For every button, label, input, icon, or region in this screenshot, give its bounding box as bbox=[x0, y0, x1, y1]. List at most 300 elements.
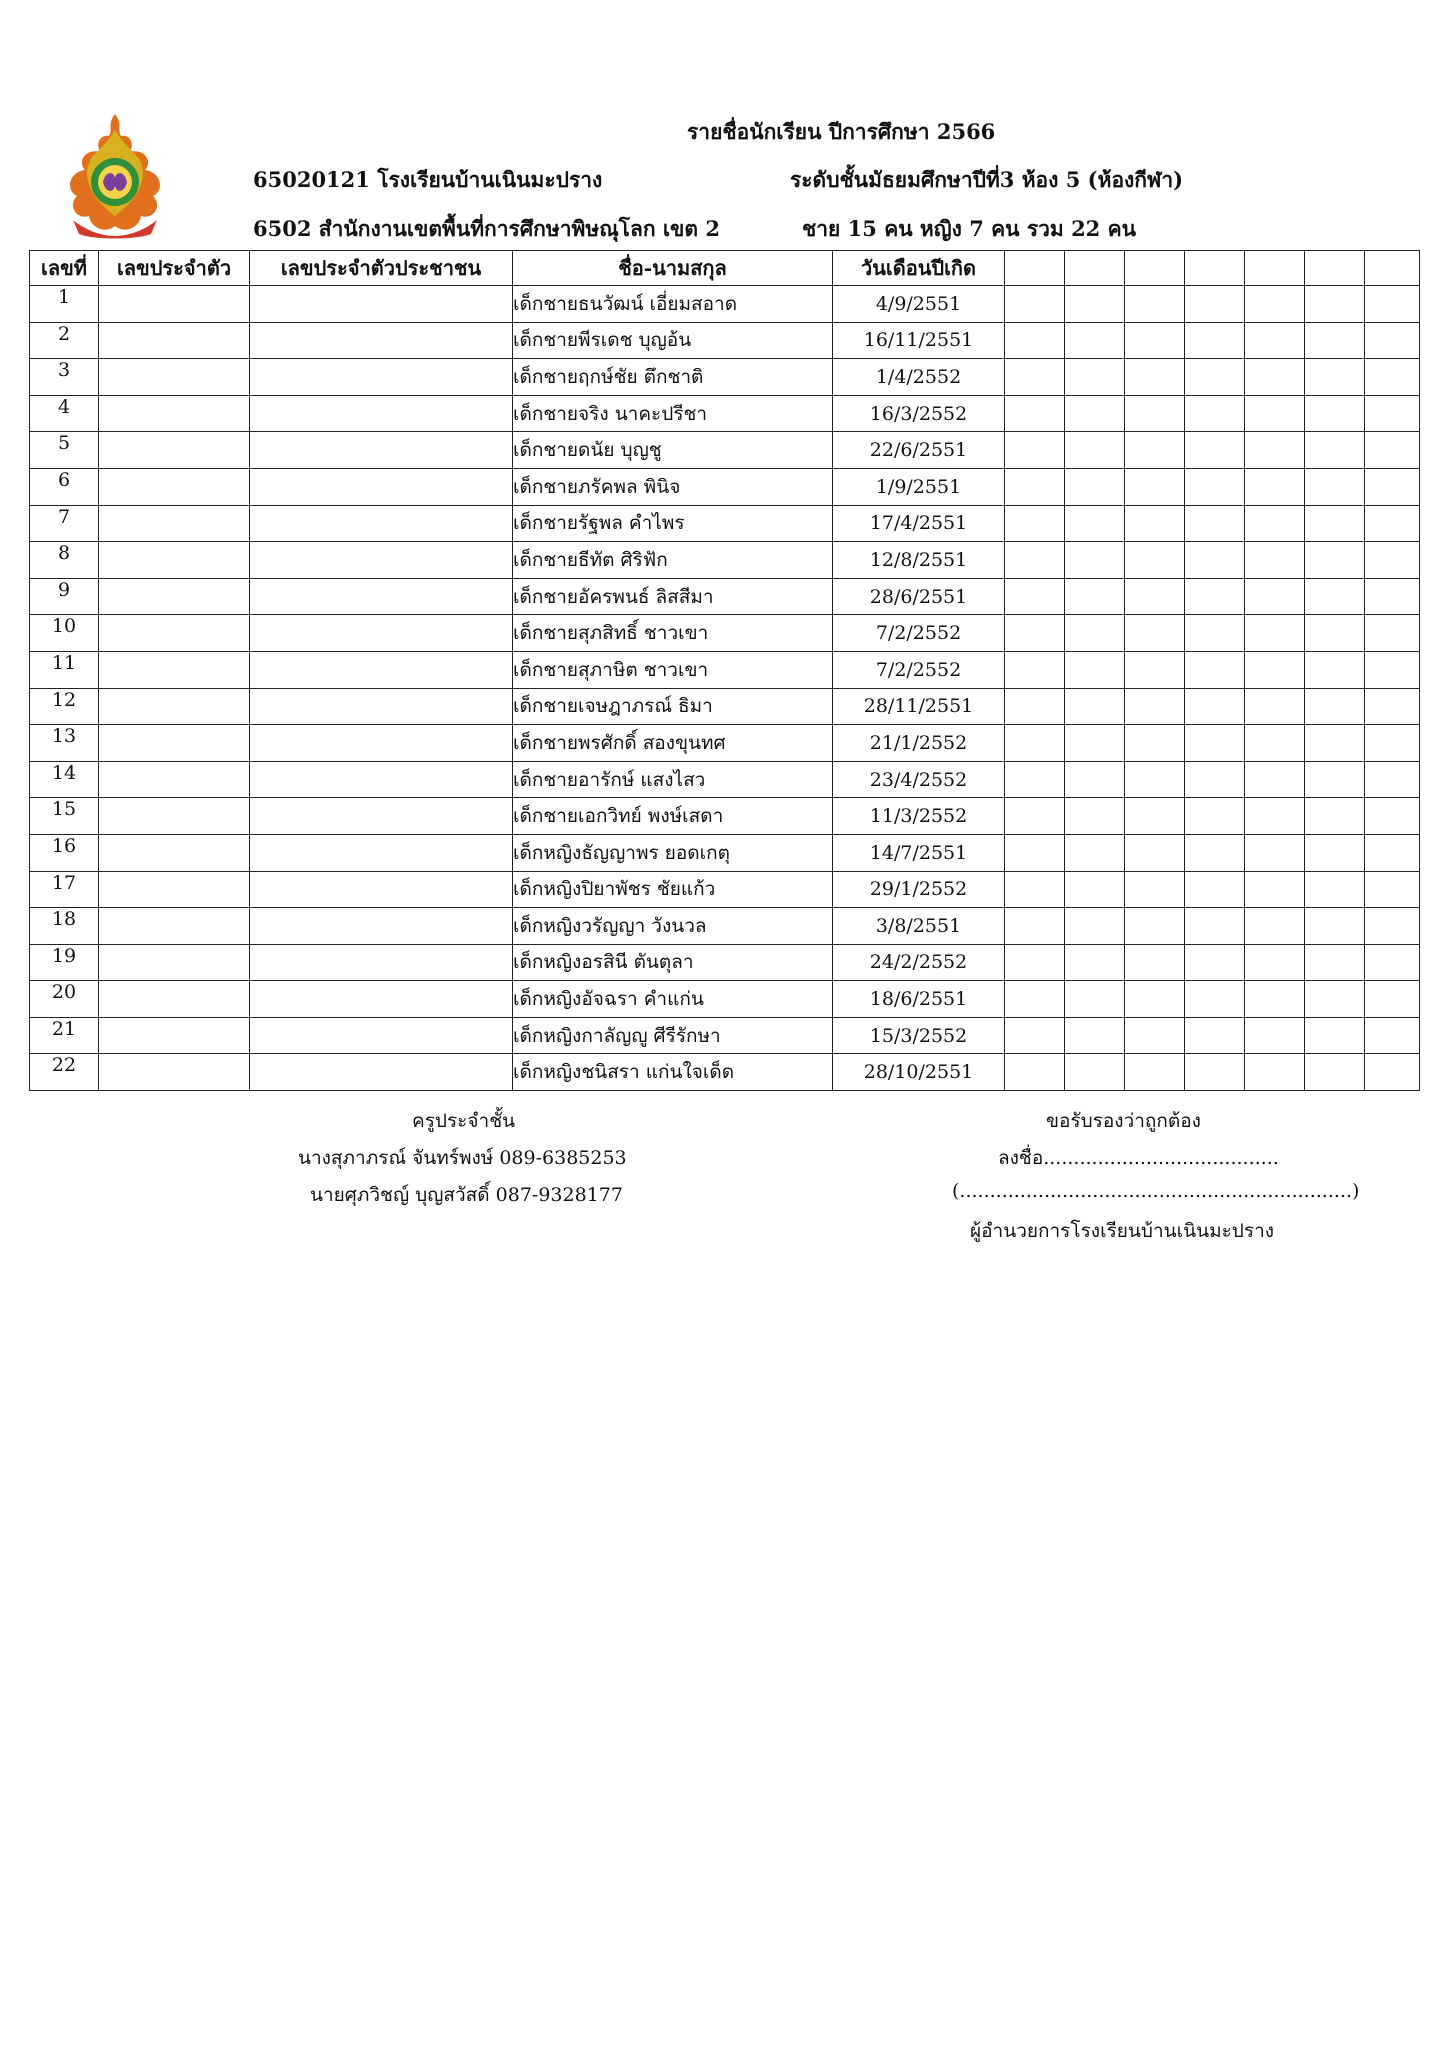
blank-cell bbox=[1065, 359, 1125, 396]
citizen-id-cell bbox=[250, 651, 513, 688]
blank-cell bbox=[1185, 1054, 1245, 1091]
blank-cell bbox=[1005, 395, 1065, 432]
blank-cell bbox=[1185, 542, 1245, 579]
blank-cell bbox=[1065, 1054, 1125, 1091]
birth-date: 12/8/2551 bbox=[833, 542, 1005, 579]
header-birth-date: วันเดือนปีเกิด bbox=[833, 251, 1005, 286]
row-number: 3 bbox=[30, 359, 99, 396]
blank-cell bbox=[1365, 651, 1420, 688]
row-number: 8 bbox=[30, 542, 99, 579]
blank-cell bbox=[1365, 908, 1420, 945]
student-name: เด็กชายภรัคพล พินิจ bbox=[513, 468, 833, 505]
blank-cell bbox=[1005, 834, 1065, 871]
birth-date: 21/1/2552 bbox=[833, 725, 1005, 762]
blank-header bbox=[1125, 251, 1185, 286]
student-id-cell bbox=[99, 432, 250, 469]
blank-cell bbox=[1245, 542, 1305, 579]
blank-cell bbox=[1125, 761, 1185, 798]
blank-cell bbox=[1245, 322, 1305, 359]
blank-cell bbox=[1005, 542, 1065, 579]
student-name: เด็กชายรัฐพล คำไพร bbox=[513, 505, 833, 542]
class-level: ระดับชั้นมัธยมศึกษาปีที่3 ห้อง 5 (ห้องกีฬา) bbox=[790, 167, 1184, 192]
blank-cell bbox=[1245, 359, 1305, 396]
blank-cell bbox=[1305, 395, 1365, 432]
table-row bbox=[30, 505, 1420, 542]
student-id-cell bbox=[99, 286, 250, 323]
table-row bbox=[30, 871, 1420, 908]
blank-cell bbox=[1185, 871, 1245, 908]
blank-cell bbox=[1365, 542, 1420, 579]
blank-cell bbox=[1065, 725, 1125, 762]
student-name: เด็กหญิงธัญญาพร ยอดเกตุ bbox=[513, 834, 833, 871]
birth-date: 17/4/2551 bbox=[833, 505, 1005, 542]
blank-cell bbox=[1125, 688, 1185, 725]
blank-cell bbox=[1005, 615, 1065, 652]
blank-cell bbox=[1365, 432, 1420, 469]
blank-cell bbox=[1365, 1017, 1420, 1054]
blank-cell bbox=[1005, 322, 1065, 359]
blank-cell bbox=[1365, 1054, 1420, 1091]
blank-header bbox=[1185, 251, 1245, 286]
birth-date: 15/3/2552 bbox=[833, 1017, 1005, 1054]
blank-cell bbox=[1125, 395, 1185, 432]
citizen-id-cell bbox=[250, 286, 513, 323]
blank-cell bbox=[1245, 688, 1305, 725]
citizen-id-cell bbox=[250, 981, 513, 1018]
teacher-1: นางสุภาภรณ์ จันทร์พงษ์ 089-6385253 bbox=[298, 1147, 627, 1169]
blank-cell bbox=[1005, 1054, 1065, 1091]
blank-cell bbox=[1065, 871, 1125, 908]
blank-cell bbox=[1305, 871, 1365, 908]
blank-cell bbox=[1065, 505, 1125, 542]
blank-cell bbox=[1245, 286, 1305, 323]
blank-cell bbox=[1245, 1017, 1305, 1054]
blank-cell bbox=[1125, 798, 1185, 835]
blank-cell bbox=[1365, 725, 1420, 762]
birth-date: 16/11/2551 bbox=[833, 322, 1005, 359]
birth-date: 1/9/2551 bbox=[833, 468, 1005, 505]
blank-cell bbox=[1365, 578, 1420, 615]
blank-cell bbox=[1305, 505, 1365, 542]
row-number: 11 bbox=[30, 651, 99, 688]
signature-name-line: (.................................................................) bbox=[952, 1180, 1360, 1202]
blank-cell bbox=[1065, 944, 1125, 981]
table-row bbox=[30, 468, 1420, 505]
blank-cell bbox=[1125, 944, 1185, 981]
blank-cell bbox=[1365, 871, 1420, 908]
citizen-id-cell bbox=[250, 725, 513, 762]
blank-cell bbox=[1005, 432, 1065, 469]
blank-cell bbox=[1365, 761, 1420, 798]
student-id-cell bbox=[99, 505, 250, 542]
citizen-id-cell bbox=[250, 395, 513, 432]
row-number: 2 bbox=[30, 322, 99, 359]
blank-cell bbox=[1185, 359, 1245, 396]
blank-cell bbox=[1005, 688, 1065, 725]
citizen-id-cell bbox=[250, 1017, 513, 1054]
row-number: 22 bbox=[30, 1054, 99, 1091]
blank-cell bbox=[1125, 542, 1185, 579]
citizen-id-cell bbox=[250, 505, 513, 542]
row-number: 1 bbox=[30, 286, 99, 323]
student-id-cell bbox=[99, 798, 250, 835]
blank-cell bbox=[1245, 944, 1305, 981]
blank-cell bbox=[1305, 1017, 1365, 1054]
table-row bbox=[30, 944, 1420, 981]
citizen-id-cell bbox=[250, 1054, 513, 1091]
blank-cell bbox=[1185, 651, 1245, 688]
blank-cell bbox=[1125, 1017, 1185, 1054]
blank-cell bbox=[1005, 871, 1065, 908]
row-number: 17 bbox=[30, 871, 99, 908]
blank-cell bbox=[1125, 1054, 1185, 1091]
student-name: เด็กชายสุภสิทธิ์ ชาวเขา bbox=[513, 615, 833, 652]
blank-cell bbox=[1125, 871, 1185, 908]
blank-cell bbox=[1365, 505, 1420, 542]
blank-cell bbox=[1305, 834, 1365, 871]
blank-cell bbox=[1365, 944, 1420, 981]
student-id-cell bbox=[99, 761, 250, 798]
student-id-cell bbox=[99, 981, 250, 1018]
blank-cell bbox=[1245, 761, 1305, 798]
blank-cell bbox=[1305, 688, 1365, 725]
blank-cell bbox=[1185, 578, 1245, 615]
header-no: เลขที่ bbox=[30, 251, 99, 286]
blank-cell bbox=[1185, 432, 1245, 469]
table-body bbox=[30, 286, 1420, 1091]
blank-cell bbox=[1365, 322, 1420, 359]
blank-cell bbox=[1005, 651, 1065, 688]
student-id-cell bbox=[99, 871, 250, 908]
student-name: เด็กชายอัครพนธ์ ลิสสีมา bbox=[513, 578, 833, 615]
row-number: 13 bbox=[30, 725, 99, 762]
table-row bbox=[30, 761, 1420, 798]
blank-cell bbox=[1125, 725, 1185, 762]
birth-date: 29/1/2552 bbox=[833, 871, 1005, 908]
student-id-cell bbox=[99, 944, 250, 981]
blank-cell bbox=[1185, 688, 1245, 725]
table-row bbox=[30, 1054, 1420, 1091]
blank-header bbox=[1365, 251, 1420, 286]
student-id-cell bbox=[99, 615, 250, 652]
blank-cell bbox=[1185, 468, 1245, 505]
blank-cell bbox=[1065, 322, 1125, 359]
blank-cell bbox=[1305, 725, 1365, 762]
blank-cell bbox=[1365, 798, 1420, 835]
citizen-id-cell bbox=[250, 468, 513, 505]
student-name: เด็กชายธีทัต ศิริฟัก bbox=[513, 542, 833, 579]
student-id-cell bbox=[99, 651, 250, 688]
blank-cell bbox=[1305, 981, 1365, 1018]
citizen-id-cell bbox=[250, 761, 513, 798]
blank-cell bbox=[1245, 871, 1305, 908]
student-name: เด็กหญิงชนิสรา แก่นใจเด็ด bbox=[513, 1054, 833, 1091]
row-number: 15 bbox=[30, 798, 99, 835]
blank-cell bbox=[1185, 615, 1245, 652]
row-number: 20 bbox=[30, 981, 99, 1018]
birth-date: 7/2/2552 bbox=[833, 651, 1005, 688]
table-row bbox=[30, 615, 1420, 652]
table-row bbox=[30, 395, 1420, 432]
blank-cell bbox=[1065, 761, 1125, 798]
birth-date: 23/4/2552 bbox=[833, 761, 1005, 798]
blank-cell bbox=[1125, 578, 1185, 615]
table-row bbox=[30, 798, 1420, 835]
student-id-cell bbox=[99, 359, 250, 396]
director-title: ผู้อำนวยการโรงเรียนบ้านเนินมะปราง bbox=[970, 1220, 1275, 1242]
table-row bbox=[30, 432, 1420, 469]
blank-cell bbox=[1065, 615, 1125, 652]
student-id-cell bbox=[99, 1054, 250, 1091]
blank-cell bbox=[1005, 725, 1065, 762]
blank-cell bbox=[1305, 651, 1365, 688]
student-name: เด็กชายอารักษ์ แสงไสว bbox=[513, 761, 833, 798]
student-counts: ชาย 15 คน หญิง 7 คน รวม 22 คน bbox=[802, 216, 1137, 241]
blank-cell bbox=[1245, 432, 1305, 469]
blank-cell bbox=[1245, 981, 1305, 1018]
page-title: รายชื่อนักเรียน ปีการศึกษา 2566 bbox=[687, 119, 996, 144]
birth-date: 28/11/2551 bbox=[833, 688, 1005, 725]
blank-cell bbox=[1305, 944, 1365, 981]
student-name: เด็กหญิงกาลัญญู ศีรีรักษา bbox=[513, 1017, 833, 1054]
blank-cell bbox=[1185, 322, 1245, 359]
row-number: 10 bbox=[30, 615, 99, 652]
blank-cell bbox=[1365, 834, 1420, 871]
blank-cell bbox=[1305, 578, 1365, 615]
blank-cell bbox=[1305, 615, 1365, 652]
blank-cell bbox=[1365, 981, 1420, 1018]
student-name: เด็กชายสุภาษิต ชาวเขา bbox=[513, 651, 833, 688]
row-number: 9 bbox=[30, 578, 99, 615]
blank-header bbox=[1245, 251, 1305, 286]
blank-cell bbox=[1065, 1017, 1125, 1054]
blank-cell bbox=[1125, 651, 1185, 688]
blank-cell bbox=[1245, 615, 1305, 652]
table-row bbox=[30, 688, 1420, 725]
blank-cell bbox=[1245, 908, 1305, 945]
blank-cell bbox=[1125, 615, 1185, 652]
blank-cell bbox=[1305, 359, 1365, 396]
blank-cell bbox=[1365, 286, 1420, 323]
blank-cell bbox=[1005, 359, 1065, 396]
student-name: เด็กชายเอกวิทย์ พงษ์เสดา bbox=[513, 798, 833, 835]
table-row bbox=[30, 359, 1420, 396]
citizen-id-cell bbox=[250, 578, 513, 615]
blank-cell bbox=[1185, 834, 1245, 871]
blank-cell bbox=[1245, 505, 1305, 542]
blank-cell bbox=[1305, 322, 1365, 359]
blank-cell bbox=[1245, 468, 1305, 505]
birth-date: 7/2/2552 bbox=[833, 615, 1005, 652]
student-id-cell bbox=[99, 688, 250, 725]
birth-date: 11/3/2552 bbox=[833, 798, 1005, 835]
citizen-id-cell bbox=[250, 688, 513, 725]
blank-cell bbox=[1065, 432, 1125, 469]
citizen-id-cell bbox=[250, 322, 513, 359]
blank-cell bbox=[1065, 908, 1125, 945]
blank-cell bbox=[1065, 798, 1125, 835]
blank-cell bbox=[1005, 1017, 1065, 1054]
blank-cell bbox=[1065, 286, 1125, 323]
blank-cell bbox=[1065, 834, 1125, 871]
teacher-2: นายศุภวิชญ์ บุญสวัสดิ์ 087-9328177 bbox=[310, 1184, 623, 1206]
blank-cell bbox=[1005, 908, 1065, 945]
blank-cell bbox=[1365, 359, 1420, 396]
row-number: 7 bbox=[30, 505, 99, 542]
blank-cell bbox=[1185, 286, 1245, 323]
blank-cell bbox=[1245, 578, 1305, 615]
blank-header bbox=[1005, 251, 1065, 286]
blank-cell bbox=[1125, 468, 1185, 505]
table-row bbox=[30, 651, 1420, 688]
blank-cell bbox=[1245, 1054, 1305, 1091]
blank-cell bbox=[1365, 468, 1420, 505]
blank-cell bbox=[1245, 725, 1305, 762]
student-id-cell bbox=[99, 908, 250, 945]
blank-cell bbox=[1065, 468, 1125, 505]
blank-cell bbox=[1005, 286, 1065, 323]
blank-cell bbox=[1365, 688, 1420, 725]
table-row bbox=[30, 981, 1420, 1018]
row-number: 16 bbox=[30, 834, 99, 871]
blank-cell bbox=[1185, 761, 1245, 798]
student-name: เด็กชายพีรเดช บุญอ้น bbox=[513, 322, 833, 359]
blank-cell bbox=[1005, 505, 1065, 542]
student-id-cell bbox=[99, 468, 250, 505]
blank-cell bbox=[1185, 725, 1245, 762]
student-name: เด็กชายดนัย บุญชู bbox=[513, 432, 833, 469]
citizen-id-cell bbox=[250, 834, 513, 871]
header-citizen-id: เลขประจำตัวประชาชน bbox=[250, 251, 513, 286]
blank-cell bbox=[1365, 395, 1420, 432]
table-row bbox=[30, 834, 1420, 871]
blank-cell bbox=[1185, 1017, 1245, 1054]
birth-date: 4/9/2551 bbox=[833, 286, 1005, 323]
birth-date: 28/6/2551 bbox=[833, 578, 1005, 615]
blank-cell bbox=[1185, 944, 1245, 981]
birth-date: 3/8/2551 bbox=[833, 908, 1005, 945]
blank-cell bbox=[1305, 798, 1365, 835]
blank-cell bbox=[1185, 395, 1245, 432]
blank-cell bbox=[1185, 505, 1245, 542]
blank-cell bbox=[1065, 542, 1125, 579]
blank-cell bbox=[1005, 798, 1065, 835]
blank-cell bbox=[1005, 578, 1065, 615]
citizen-id-cell bbox=[250, 542, 513, 579]
blank-cell bbox=[1065, 578, 1125, 615]
row-number: 18 bbox=[30, 908, 99, 945]
row-number: 12 bbox=[30, 688, 99, 725]
citizen-id-cell bbox=[250, 871, 513, 908]
blank-cell bbox=[1185, 981, 1245, 1018]
row-number: 5 bbox=[30, 432, 99, 469]
certification-text: ขอรับรองว่าถูกต้อง bbox=[1046, 1110, 1201, 1132]
citizen-id-cell bbox=[250, 798, 513, 835]
student-id-cell bbox=[99, 578, 250, 615]
row-number: 14 bbox=[30, 761, 99, 798]
student-roster-table bbox=[29, 250, 1420, 1091]
birth-date: 18/6/2551 bbox=[833, 981, 1005, 1018]
citizen-id-cell bbox=[250, 908, 513, 945]
blank-cell bbox=[1245, 651, 1305, 688]
blank-cell bbox=[1185, 908, 1245, 945]
blank-cell bbox=[1125, 505, 1185, 542]
blank-cell bbox=[1305, 468, 1365, 505]
school-code-name: 65020121 โรงเรียนบ้านเนินมะปราง bbox=[253, 167, 603, 192]
blank-cell bbox=[1245, 834, 1305, 871]
birth-date: 24/2/2552 bbox=[833, 944, 1005, 981]
blank-cell bbox=[1065, 651, 1125, 688]
blank-cell bbox=[1065, 981, 1125, 1018]
student-id-cell bbox=[99, 834, 250, 871]
citizen-id-cell bbox=[250, 615, 513, 652]
blank-cell bbox=[1125, 322, 1185, 359]
blank-cell bbox=[1125, 432, 1185, 469]
student-id-cell bbox=[99, 725, 250, 762]
blank-cell bbox=[1065, 395, 1125, 432]
blank-cell bbox=[1305, 1054, 1365, 1091]
blank-cell bbox=[1365, 615, 1420, 652]
student-id-cell bbox=[99, 542, 250, 579]
student-name: เด็กหญิงอัจฉรา คำแก่น bbox=[513, 981, 833, 1018]
row-number: 19 bbox=[30, 944, 99, 981]
homeroom-teacher-label: ครูประจำชั้น bbox=[412, 1110, 516, 1132]
citizen-id-cell bbox=[250, 432, 513, 469]
birth-date: 28/10/2551 bbox=[833, 1054, 1005, 1091]
student-name: เด็กชายพรศักดิ์ สองขุนทศ bbox=[513, 725, 833, 762]
student-id-cell bbox=[99, 395, 250, 432]
table-row bbox=[30, 286, 1420, 323]
blank-cell bbox=[1305, 432, 1365, 469]
blank-cell bbox=[1125, 359, 1185, 396]
blank-cell bbox=[1125, 286, 1185, 323]
blank-cell bbox=[1305, 908, 1365, 945]
student-id-cell bbox=[99, 1017, 250, 1054]
citizen-id-cell bbox=[250, 359, 513, 396]
birth-date: 1/4/2552 bbox=[833, 359, 1005, 396]
row-number: 6 bbox=[30, 468, 99, 505]
table-row bbox=[30, 725, 1420, 762]
student-name: เด็กหญิงปิยาพัชร ชัยแก้ว bbox=[513, 871, 833, 908]
blank-cell bbox=[1005, 981, 1065, 1018]
student-name: เด็กหญิงวรัญญา วังนวล bbox=[513, 908, 833, 945]
school-emblem-icon bbox=[55, 112, 175, 240]
blank-cell bbox=[1125, 908, 1185, 945]
row-number: 21 bbox=[30, 1017, 99, 1054]
table-row bbox=[30, 542, 1420, 579]
education-office: 6502 สำนักงานเขตพื้นที่การศึกษาพิษณุโลก เขต 2 bbox=[253, 216, 720, 241]
birth-date: 16/3/2552 bbox=[833, 395, 1005, 432]
table-row bbox=[30, 322, 1420, 359]
blank-cell bbox=[1245, 395, 1305, 432]
student-id-cell bbox=[99, 322, 250, 359]
signature-line: ลงชื่อ....................................... bbox=[998, 1147, 1279, 1169]
blank-cell bbox=[1305, 761, 1365, 798]
birth-date: 22/6/2551 bbox=[833, 432, 1005, 469]
birth-date: 14/7/2551 bbox=[833, 834, 1005, 871]
citizen-id-cell bbox=[250, 944, 513, 981]
blank-cell bbox=[1125, 981, 1185, 1018]
blank-cell bbox=[1245, 798, 1305, 835]
blank-cell bbox=[1185, 798, 1245, 835]
table-row bbox=[30, 578, 1420, 615]
blank-header bbox=[1305, 251, 1365, 286]
student-name: เด็กชายธนวัฒน์ เอี่ยมสอาด bbox=[513, 286, 833, 323]
header-student-id: เลขประจำตัว bbox=[99, 251, 250, 286]
header-full-name: ชื่อ-นามสกุล bbox=[513, 251, 833, 286]
blank-header bbox=[1065, 251, 1125, 286]
blank-cell bbox=[1125, 834, 1185, 871]
